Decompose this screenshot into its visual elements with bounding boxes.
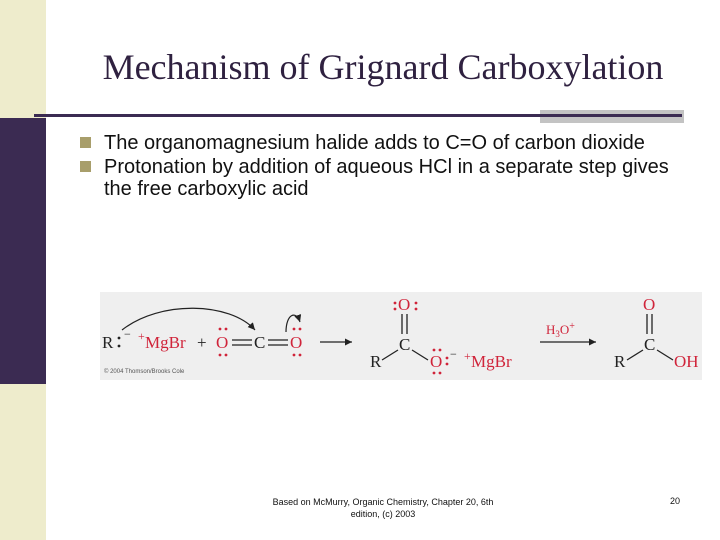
oxygen-atom: O <box>216 333 229 352</box>
lone-pair-dot <box>415 308 418 311</box>
lone-pair-dot <box>225 354 228 357</box>
lone-pair-dot <box>433 349 436 352</box>
h3o-reagent: $H_3O^+$ <box>546 321 575 339</box>
r-group: R <box>370 352 382 371</box>
oxygen-atom: O <box>430 352 443 371</box>
carbon-atom: C <box>644 335 656 354</box>
bullet-text: Protonation by addition of aqueous HCl in a separate step gives the free carboxylic acid <box>104 156 669 200</box>
single-bond <box>657 350 673 360</box>
hydroxyl-group: OH <box>674 352 699 371</box>
lone-pair-dot <box>118 345 121 348</box>
oxygen-atom: O <box>290 333 303 352</box>
lone-pair-dot <box>439 372 442 375</box>
slide-title: Mechanism of Grignard Carboxylation <box>102 47 664 87</box>
carbon-atom: C <box>399 335 411 354</box>
positive-charge: + <box>138 329 145 343</box>
bullet-square-icon <box>80 161 91 172</box>
plus-sign: + <box>197 333 207 352</box>
lone-pair-dot <box>299 354 302 357</box>
positive-charge: + <box>464 349 471 363</box>
lone-pair-dot <box>225 328 228 331</box>
mgbr-label: MgBr <box>471 352 512 371</box>
negative-charge: − <box>124 327 131 341</box>
title-rule <box>34 114 682 117</box>
page-number: 20 <box>669 496 680 506</box>
lone-pair-dot <box>293 328 296 331</box>
bullet-item <box>80 132 700 154</box>
reaction-scheme-svg <box>100 292 702 380</box>
negative-charge: − <box>450 347 457 361</box>
bullet-square-icon <box>80 137 91 148</box>
footer-citation: Based on McMurry, Organic Chemistry, Chapter 20, 6th edition, (c) 2003 <box>272 497 494 519</box>
bullet-item <box>80 156 700 200</box>
lone-pair-dot <box>293 354 296 357</box>
lone-pair-dot <box>219 328 222 331</box>
lone-pair-dot <box>118 337 121 340</box>
left-accent-bar <box>0 118 46 384</box>
oxygen-atom: O <box>643 295 656 314</box>
r-group: R <box>102 333 114 352</box>
oxygen-atom: O <box>398 295 411 314</box>
lone-pair-dot <box>219 354 222 357</box>
lone-pair-dot <box>394 302 397 305</box>
lone-pair-dot <box>394 308 397 311</box>
lone-pair-dot <box>415 302 418 305</box>
curved-arrow-nucleophile <box>122 308 255 330</box>
bullet-text: The organomagnesium halide adds to C=O of carbon dioxide <box>104 132 645 154</box>
single-bond <box>412 350 428 360</box>
lone-pair-dot <box>446 357 449 360</box>
image-credit: © 2004 Thomson/Brooks Cole <box>104 369 185 375</box>
single-bond <box>382 350 398 360</box>
lone-pair-dot <box>299 328 302 331</box>
bullet-list <box>80 132 700 202</box>
r-group: R <box>614 352 626 371</box>
lone-pair-dot <box>446 363 449 366</box>
single-bond <box>627 350 643 360</box>
carbon-atom: C <box>254 333 266 352</box>
reaction-scheme <box>100 292 702 380</box>
mgbr-label: MgBr <box>145 333 186 352</box>
lone-pair-dot <box>439 349 442 352</box>
lone-pair-dot <box>433 372 436 375</box>
